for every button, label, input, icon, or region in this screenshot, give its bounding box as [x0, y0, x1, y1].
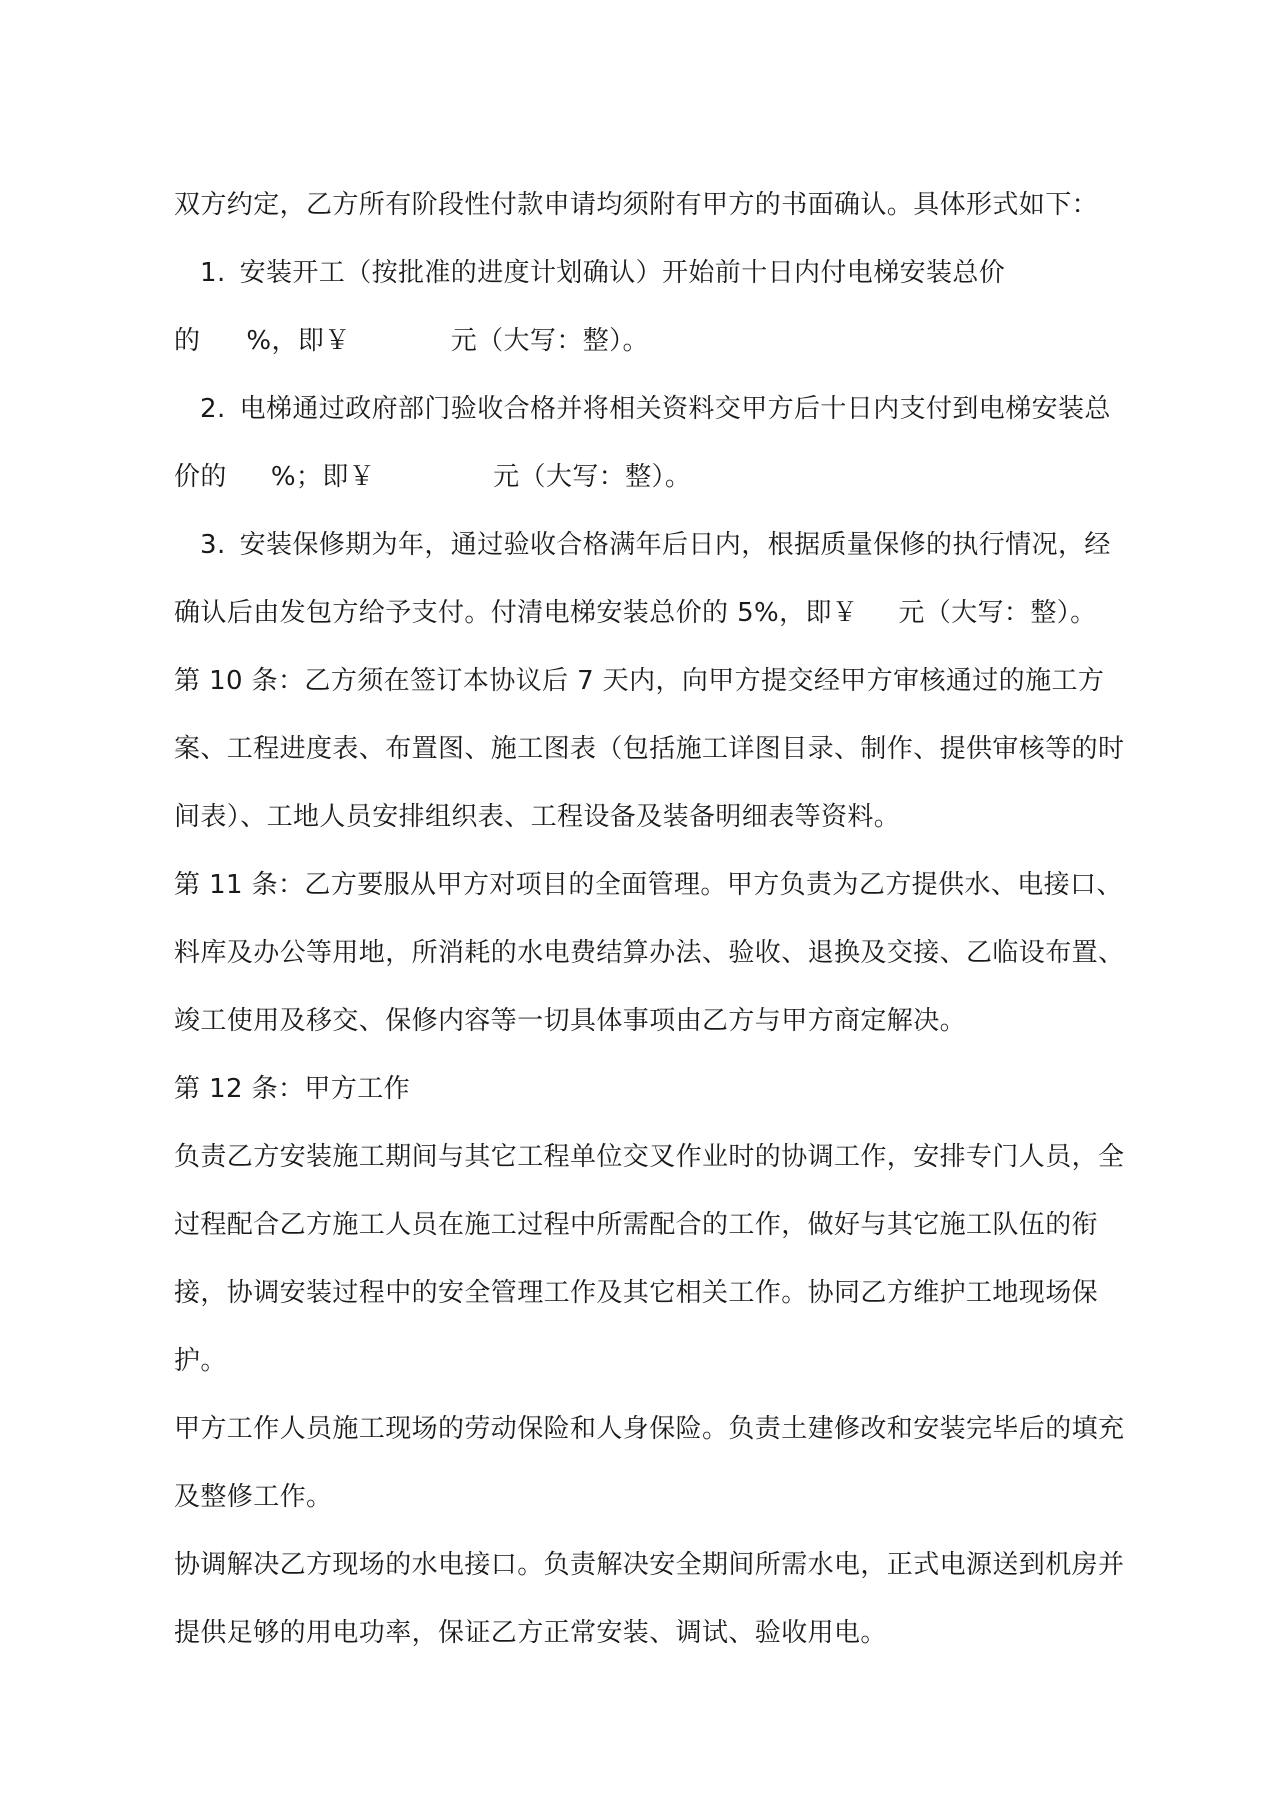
article-11-line-2: 料库及办公等用地，所消耗的水电费结算办法、验收、退换及交接、乙临设布置、	[174, 938, 1125, 968]
payment-item-1-prefix: 的	[174, 326, 201, 356]
payment-item-3-line-1	[200, 528, 1111, 562]
payment-item-3-text: 安装保修期为年，通过验收合格满年后日内，根据质量保修的执行情况，经	[239, 530, 1111, 560]
article-12-p3-line-1: 协调解决乙方现场的水电接口。负责解决安全期间所需水电，正式电源送到机房并	[174, 1550, 1125, 1580]
article-12-p1-line-3: 接，协调安装过程中的安全管理工作及其它相关工作。协同乙方维护工地现场保	[174, 1278, 1099, 1308]
payment-item-1-line-2	[174, 324, 649, 358]
payment-item-1-percent: %，即￥	[246, 326, 351, 356]
article-12-p1-line-1: 负责乙方安装施工期间与其它工程单位交叉作业时的协调工作，安排专门人员，全	[174, 1142, 1125, 1172]
article-12-p2-line-1: 甲方工作人员施工现场的劳动保险和人身保险。负责土建修改和安装完毕后的填充	[174, 1414, 1125, 1444]
payment-item-3-suffix: 元（大写：整）。	[898, 598, 1097, 628]
intro-text: 双方约定，乙方所有阶段性付款申请均须附有甲方的书面确认。具体形式如下：	[174, 190, 1099, 220]
article-12-p1-line-2: 过程配合乙方施工人员在施工过程中所需配合的工作，做好与其它施工队伍的衔	[174, 1210, 1099, 1240]
payment-item-3-text-a: 确认后由发包方给予支付。付清电梯安装总价的 5%，即￥	[174, 598, 859, 628]
payment-item-1-number: 1.	[200, 258, 226, 288]
payment-item-2-line-2	[174, 460, 691, 494]
payment-item-3-line-2	[174, 596, 1097, 630]
article-12-p3-line-2: 提供足够的用电功率，保证乙方正常安装、调试、验收用电。	[174, 1618, 887, 1648]
article-11-line-1: 第 11 条：乙方要服从甲方对项目的全面管理。甲方负责为乙方提供水、电接口、	[174, 870, 1123, 900]
payment-item-1-text: 安装开工（按批准的进度计划确认）开始前十日内付电梯安装总价	[239, 258, 1006, 288]
article-10-line-3: 间表）、工地人员安排组织表、工程设备及装备明细表等资料。	[174, 802, 901, 832]
payment-item-2-text: 电梯通过政府部门验收合格并将相关资料交甲方后十日内支付到电梯安装总	[239, 394, 1111, 424]
article-12-p1-line-4: 护。	[174, 1346, 227, 1376]
payment-item-3-number: 3.	[200, 530, 226, 560]
article-11-line-3: 竣工使用及移交、保修内容等一切具体事项由乙方与甲方商定解决。	[174, 1006, 967, 1036]
payment-item-1-suffix: 元（大写：整）。	[450, 326, 649, 356]
article-10-line-1: 第 10 条：乙方须在签订本协议后 7 天内，向甲方提交经甲方审核通过的施工方	[174, 666, 1105, 696]
payment-item-1-line-1	[200, 256, 1005, 290]
payment-item-2-number: 2.	[200, 394, 226, 424]
payment-item-2-prefix: 价的	[174, 462, 227, 492]
article-12-p2-line-2: 及整修工作。	[174, 1482, 333, 1512]
payment-item-2-percent: %；即￥	[270, 462, 376, 492]
article-10-line-2: 案、工程进度表、布置图、施工图表（包括施工详图目录、制作、提供审核等的时	[174, 734, 1125, 764]
payment-item-2-suffix: 元（大写：整）。	[493, 462, 692, 492]
article-12-title: 第 12 条：甲方工作	[174, 1074, 411, 1104]
payment-item-2-line-1	[200, 392, 1111, 426]
